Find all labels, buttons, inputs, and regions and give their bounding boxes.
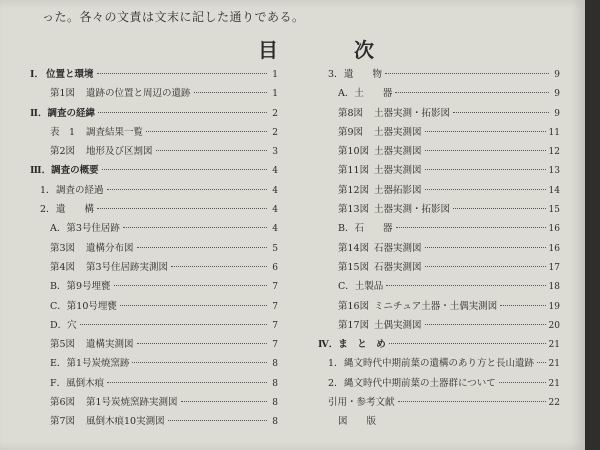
toc-entry-text: 地形及び区割図 <box>86 146 153 158</box>
toc-entry-number: 第4図 <box>50 261 76 273</box>
toc-entry <box>318 105 560 124</box>
toc-entry <box>30 317 278 336</box>
toc-page-number: 21 <box>548 359 560 370</box>
toc-page-number: 15 <box>548 205 560 216</box>
toc-page-number: 11 <box>548 127 560 138</box>
toc-entry-text: 土器実測・拓影図 <box>374 204 451 216</box>
toc-entry <box>318 259 560 278</box>
toc-entry-number: 表 1 <box>50 126 76 138</box>
toc-entry-text: 縄文時代中期前葉の遺構のあり方と長山遺跡 <box>344 358 535 370</box>
toc-entry-label <box>338 278 383 292</box>
toc-entry-label <box>328 394 395 408</box>
dot-leader <box>453 112 549 113</box>
toc-entry <box>318 182 560 201</box>
toc-entry-number: 第14図 <box>338 242 370 254</box>
dot-leader <box>120 305 267 306</box>
toc-entry <box>318 278 560 297</box>
dot-leader <box>425 189 546 190</box>
toc-entry-label <box>50 336 134 350</box>
dot-leader <box>146 131 267 132</box>
toc-entry-text: 第3号住居跡実測図 <box>86 261 169 273</box>
toc-entry-text: 第9号埋甕 <box>66 281 111 293</box>
toc-entry-number: 2． <box>40 204 56 216</box>
preceding-text: った。各々の文責は文末に記した通りである。 <box>42 10 305 24</box>
toc-page-number: 22 <box>548 398 560 409</box>
toc-entry <box>30 355 278 374</box>
toc-entry-text: 調査の経緯 <box>47 107 96 119</box>
toc-page-number: 3 <box>272 147 278 158</box>
toc-entry <box>30 85 278 104</box>
dot-leader <box>97 208 267 209</box>
toc-page-number: 20 <box>548 320 560 331</box>
toc-entry-text: 遺 構 <box>56 204 95 216</box>
toc-entry-label <box>40 182 104 196</box>
toc-entry-number: 第11図 <box>338 165 370 177</box>
toc-entry-text: 遺跡の位置と周辺の遺跡 <box>86 88 191 100</box>
dot-leader <box>389 343 546 344</box>
toc-entry-label <box>328 66 382 80</box>
toc-entry-text: 風倒木痕10実測図 <box>86 416 165 428</box>
toc-entry-text: 土器実測図 <box>374 126 422 138</box>
dot-leader <box>386 285 545 286</box>
toc-page-number: 9 <box>554 108 560 119</box>
toc-entry <box>30 201 278 220</box>
toc-entry-number: D． <box>50 319 68 331</box>
toc-page-number: 7 <box>272 301 278 312</box>
dot-leader <box>80 324 267 325</box>
toc-entry-text: 穴 <box>67 319 77 331</box>
toc-entry-label <box>50 413 165 427</box>
toc-entry-number: B． <box>338 223 355 235</box>
dot-leader <box>425 247 546 248</box>
toc-entry <box>30 162 278 181</box>
toc-page-number: 2 <box>272 127 278 138</box>
toc-entry-label <box>338 259 422 273</box>
toc-entry-number: A． <box>50 223 67 235</box>
toc-entry-label <box>50 355 129 369</box>
dot-leader <box>499 382 546 383</box>
dot-leader <box>123 227 267 228</box>
toc-entry-number: 第3図 <box>50 242 76 254</box>
toc-entry <box>30 66 278 85</box>
toc-right-column <box>318 66 560 433</box>
toc-entry-number: 第6図 <box>50 397 76 409</box>
toc-entry-text: 土器実測・拓影図 <box>374 107 451 119</box>
toc-entry-label <box>50 394 178 408</box>
dot-leader <box>453 208 546 209</box>
toc-entry-text: 第10号埋甕 <box>66 300 117 312</box>
toc-entry <box>30 143 278 162</box>
toc-entry-label <box>338 220 393 234</box>
toc-page-number: 17 <box>548 262 560 273</box>
toc-entry-label <box>338 105 450 119</box>
toc-entry-label <box>328 375 496 389</box>
toc-entry-label <box>50 143 153 157</box>
toc-page-number: 21 <box>548 378 560 389</box>
toc-entry <box>318 143 560 162</box>
toc-entry-label <box>338 124 422 138</box>
toc-entry-text: 石 器 <box>354 223 393 235</box>
toc-entry-number: 1． <box>40 184 56 196</box>
toc-entry-label <box>30 105 95 119</box>
toc-entry-text: 調査の概要 <box>51 165 99 177</box>
toc-page-number: 21 <box>548 340 560 351</box>
toc-entry <box>30 375 278 394</box>
dot-leader <box>107 189 267 190</box>
toc-entry-number: 3． <box>328 69 344 80</box>
dot-leader <box>396 227 546 228</box>
toc-entry-number: 第7図 <box>50 416 76 428</box>
dot-leader <box>181 401 267 402</box>
toc-page-number: 12 <box>548 147 560 158</box>
toc-entry-label <box>338 162 422 176</box>
toc-entry-text: 第3号住居跡 <box>66 223 120 235</box>
toc-page-number: 16 <box>548 243 560 254</box>
toc-entry-text: 石器実測図 <box>374 242 422 254</box>
dot-leader <box>107 382 267 383</box>
toc-entry-text: 風倒木痕 <box>66 377 105 389</box>
toc-entry-number: Ⅱ． <box>30 107 48 119</box>
toc-page-number: 1 <box>272 70 278 80</box>
toc-entry-label <box>338 85 392 99</box>
toc-entry-text: 土器拓影図 <box>374 184 422 196</box>
toc-page-number: 7 <box>272 340 278 351</box>
toc-entry-text: 遺 物 <box>344 69 383 80</box>
toc-entry-label <box>338 143 422 157</box>
toc-page-number: 14 <box>548 185 560 196</box>
toc-entry-text: 土器実測図 <box>374 165 422 177</box>
toc-entry-text: 土 器 <box>354 88 393 100</box>
toc-entry <box>30 240 278 259</box>
toc-page-number: 4 <box>272 224 278 235</box>
toc-entry-text: 土製品 <box>354 281 384 293</box>
toc-entry <box>30 298 278 317</box>
toc-page-number: 9 <box>554 89 560 100</box>
toc-entry <box>318 375 560 394</box>
toc-entry-number: F． <box>50 377 67 389</box>
toc-entry-number: Ⅰ． <box>30 69 44 80</box>
toc-page-number: 8 <box>272 378 278 389</box>
dot-leader <box>102 169 267 170</box>
toc-entry-number: E． <box>50 358 67 370</box>
toc-page-number: 16 <box>548 224 560 235</box>
dot-leader <box>132 362 267 363</box>
toc-page-number: 4 <box>272 205 278 216</box>
toc-entry <box>318 124 560 143</box>
toc-entry-label <box>40 201 94 215</box>
toc-entry <box>318 240 560 259</box>
toc-entry-label <box>338 240 422 254</box>
background-edge <box>585 0 600 450</box>
toc-entry-text: 第1号炭焼窯跡 <box>66 358 130 370</box>
toc-page-number: 8 <box>272 359 278 370</box>
toc-entry-number: C． <box>50 300 67 312</box>
toc-page-number: 7 <box>272 320 278 331</box>
toc-entry-number: C． <box>338 281 355 293</box>
toc-entry-number: 第5図 <box>50 339 76 351</box>
toc-title: 目 次 <box>258 38 402 62</box>
toc-entry-number: 第9図 <box>338 126 364 138</box>
dot-leader <box>194 92 267 93</box>
dot-leader <box>137 343 267 344</box>
toc-entry-label <box>50 220 120 234</box>
dot-leader <box>500 305 545 306</box>
toc-page-number: 1 <box>272 89 278 100</box>
toc-page-number: 13 <box>548 166 560 177</box>
dot-leader <box>425 150 546 151</box>
toc-entry-number: 第16図 <box>338 300 370 312</box>
toc-entry-label <box>50 317 77 331</box>
toc-entry-text: 位置と環境 <box>46 69 94 80</box>
toc-page-number: 5 <box>272 243 278 254</box>
toc-entry <box>30 278 278 297</box>
toc-entry-label <box>328 355 534 369</box>
toc-entry <box>318 336 560 355</box>
dot-leader <box>114 285 267 286</box>
toc-entry-label <box>30 162 99 176</box>
dot-leader <box>168 420 267 421</box>
toc-entry <box>30 394 278 413</box>
dot-leader <box>171 266 267 267</box>
toc-page-number: 18 <box>548 282 560 293</box>
toc-page-number: 8 <box>272 398 278 409</box>
toc-entry <box>30 413 278 432</box>
toc-entry-label <box>338 317 422 331</box>
toc-entry-label <box>338 298 497 312</box>
toc-entry-number: 第15図 <box>338 261 370 273</box>
toc-entry-text: 遺構実測図 <box>86 339 134 351</box>
toc-entry-text: 遺構分布図 <box>86 242 134 254</box>
toc-page-number: 7 <box>272 282 278 293</box>
toc-entry <box>318 220 560 239</box>
toc-entry-text: 縄文時代中期前葉の土器群について <box>344 377 496 389</box>
toc-entry <box>318 66 560 85</box>
toc-page-number: 4 <box>272 166 278 177</box>
toc-entry-number: B． <box>50 281 67 293</box>
toc-entry-label <box>50 124 143 138</box>
toc-entry-label <box>338 182 422 196</box>
toc-entry-number: Ⅳ． <box>318 339 339 351</box>
dot-leader <box>156 150 267 151</box>
toc-entry-label <box>338 201 450 215</box>
toc-entry-label <box>30 66 94 80</box>
toc-entry-text: 土偶実測図 <box>374 319 422 331</box>
toc-entry-label <box>50 375 104 389</box>
toc-entry-text: ミニチュア土器・土偶実測図 <box>374 300 498 312</box>
toc-entry <box>318 85 560 104</box>
toc-entry-text: 第1号炭焼窯跡実測図 <box>86 397 178 409</box>
toc-entry-number: 2． <box>328 377 344 389</box>
dot-leader <box>425 324 546 325</box>
toc-entry-label <box>50 298 117 312</box>
toc-entry <box>318 355 560 374</box>
toc-entry <box>30 220 278 239</box>
toc-entry <box>318 162 560 181</box>
dot-leader <box>385 73 549 74</box>
dot-leader <box>395 92 549 93</box>
toc-entry-number: 第8図 <box>338 107 364 119</box>
toc-entry-label <box>318 336 386 350</box>
toc-entry <box>318 298 560 317</box>
toc-entry-label <box>338 413 376 427</box>
toc-entry-number: 第12図 <box>338 184 370 196</box>
toc-entry <box>30 124 278 143</box>
dot-leader <box>425 169 546 170</box>
toc-entry <box>318 394 560 413</box>
toc-entry-number: 第1図 <box>50 88 76 100</box>
toc-entry <box>318 201 560 220</box>
toc-entry-number: A． <box>338 88 355 100</box>
toc-left-column <box>30 66 278 433</box>
toc-page-number: 6 <box>272 262 278 273</box>
toc-entry <box>318 413 560 432</box>
toc-entry-number: 1． <box>328 358 344 370</box>
toc-page-number: 8 <box>272 417 278 428</box>
toc-entry-text: 図 版 <box>338 416 377 428</box>
toc-entry-number: Ⅲ． <box>30 165 52 177</box>
toc-entry-text: 引用・参考文献 <box>328 397 395 409</box>
toc-entry-label <box>50 278 111 292</box>
toc-entry-number: 第17図 <box>338 319 370 331</box>
toc-entry <box>30 105 278 124</box>
toc-entry-text: 石器実測図 <box>374 261 422 273</box>
toc-entry-text: 調査の経過 <box>56 184 104 196</box>
toc-entry-label <box>50 85 191 99</box>
toc-page-number: 4 <box>272 185 278 196</box>
toc-entry-label <box>50 240 134 254</box>
toc-entry-text: 土器実測図 <box>374 146 422 158</box>
dot-leader <box>137 247 267 248</box>
toc-entry <box>318 317 560 336</box>
toc-entry-number: 第2図 <box>50 146 76 158</box>
toc-page-number: 2 <box>272 108 278 119</box>
toc-entry-text: ま と め <box>338 339 386 351</box>
toc-page-number: 9 <box>554 70 560 80</box>
toc-entry-number: 第10図 <box>338 146 370 158</box>
toc-entry-text: 調査結果一覧 <box>86 126 144 138</box>
toc-entry <box>30 182 278 201</box>
toc-entry <box>30 336 278 355</box>
dot-leader <box>398 401 546 402</box>
dot-leader <box>425 131 546 132</box>
dot-leader <box>537 362 546 363</box>
toc-page-number: 19 <box>548 301 560 312</box>
toc-entry-label <box>50 259 168 273</box>
toc-entry-number: 第13図 <box>338 204 370 216</box>
dot-leader <box>425 266 546 267</box>
toc-entry <box>30 259 278 278</box>
dot-leader <box>98 112 267 113</box>
dot-leader <box>97 73 267 74</box>
